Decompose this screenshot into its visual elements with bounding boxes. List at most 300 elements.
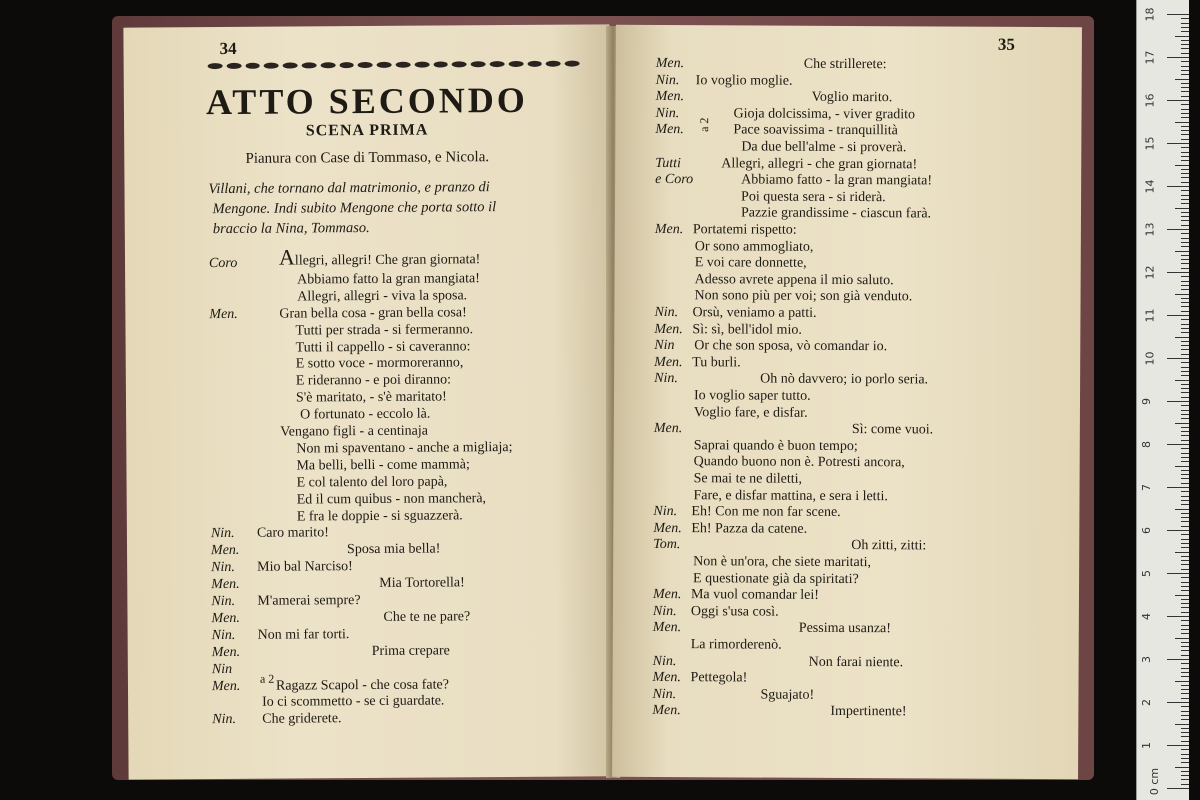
verse-line: Or sono ammogliato, <box>694 238 814 255</box>
ruler-tick <box>1181 410 1189 411</box>
ruler-tick <box>1181 556 1189 557</box>
ruler-tick <box>1175 466 1189 467</box>
scene-title: SCENA PRIMA <box>305 121 429 140</box>
ruler-tick <box>1181 646 1189 647</box>
ruler-tick <box>1181 285 1189 286</box>
ruler-tick <box>1167 659 1189 660</box>
ruler-number: 8 <box>1140 441 1153 448</box>
speaker-label: Men. <box>655 55 685 72</box>
speaker-label: Men. <box>211 610 240 626</box>
verse-line: Prima crepare <box>371 643 450 659</box>
ruler-tick <box>1181 371 1189 372</box>
ruler-tick <box>1167 401 1189 402</box>
ruler-number: 17 <box>1143 50 1157 65</box>
ruler-tick <box>1181 332 1189 333</box>
verse-line: E fra le doppie - si sguazzerà. <box>296 507 463 525</box>
ruler-tick <box>1181 216 1189 217</box>
ruler-number: 5 <box>1140 570 1153 577</box>
ruler-tick <box>1181 61 1189 62</box>
ruler-tick <box>1181 311 1189 312</box>
ruler-number: 16 <box>1143 93 1157 108</box>
ruler-tick <box>1167 616 1189 617</box>
ruler-tick <box>1181 435 1189 436</box>
ruler-tick <box>1167 745 1189 746</box>
ruler-tick <box>1181 534 1189 535</box>
ruler-tick <box>1181 564 1189 565</box>
speaker-label: Nin. <box>211 627 236 643</box>
ruler-tick <box>1181 405 1189 406</box>
ruler-tick <box>1181 173 1189 174</box>
speaker-label: Coro <box>208 255 238 272</box>
ruler-tick <box>1181 517 1189 518</box>
ruler-tick <box>1181 259 1189 260</box>
ruler-tick <box>1181 83 1189 84</box>
ruler-tick <box>1181 70 1189 71</box>
ruler-tick <box>1181 384 1189 385</box>
ruler-tick <box>1181 190 1189 191</box>
verse-line: La rimorderenò. <box>690 637 782 653</box>
ruler-tick <box>1181 504 1189 505</box>
ruler-tick <box>1181 453 1189 454</box>
verse-line: E questionate già da spiritati? <box>693 570 859 587</box>
ruler-tick <box>1167 530 1189 531</box>
ruler-tick <box>1181 685 1189 686</box>
ruler-tick <box>1181 255 1189 256</box>
verse-line: Ed il cum quibus - non mancherà, <box>296 490 487 508</box>
verse-line: Non mi spaventano - anche a migliaja; <box>296 439 513 457</box>
ruler-tick <box>1181 375 1189 376</box>
verse-line: E col talento del loro papà, <box>296 474 448 491</box>
ruler-tick <box>1181 771 1189 772</box>
ruler-tick <box>1181 225 1189 226</box>
ruler-tick <box>1167 100 1189 101</box>
speaker-label: Nin. <box>210 526 235 542</box>
verse-line: O fortunato - eccolo là. <box>300 406 431 423</box>
ruler-tick <box>1181 182 1189 183</box>
ruler-number: 14 <box>1143 179 1157 194</box>
ruler-tick <box>1181 758 1189 759</box>
verse-line: E sotto voce - mormoreranno, <box>295 355 464 372</box>
ruler-tick <box>1181 693 1189 694</box>
ruler-tick <box>1181 139 1189 140</box>
ruler-tick <box>1181 612 1189 613</box>
speaker-label: Nin. <box>655 72 680 88</box>
ruler-tick <box>1181 483 1189 484</box>
ruler-tick <box>1181 440 1189 441</box>
speaker-label: Men. <box>652 670 681 686</box>
ruler-tick <box>1181 23 1189 24</box>
ruler-tick <box>1181 160 1189 161</box>
verse-line: Tutti per strada - si fermeranno. <box>295 321 474 339</box>
verse-line: Sposa mia bella! <box>346 541 441 558</box>
ruler-tick <box>1181 642 1189 643</box>
ruler-tick <box>1181 40 1189 41</box>
speaker-label: Men. <box>209 306 238 322</box>
ruler-tick <box>1181 736 1189 737</box>
speaker-label: Men. <box>652 703 681 719</box>
ruler-tick <box>1181 238 1189 239</box>
verse-line: Eh! Pazza da catene. <box>691 520 808 537</box>
ruler-tick <box>1181 152 1189 153</box>
speaker-label: e Coro <box>655 172 694 188</box>
speaker-label: Nin. <box>654 304 679 321</box>
speaker-label: Nin. <box>211 560 235 576</box>
a2-marker: a 2 <box>697 117 712 132</box>
ruler-tick <box>1181 220 1189 221</box>
verse-line: Allegri, allegri! Che gran giornata! <box>278 244 481 270</box>
ruler-number: 11 <box>1143 308 1157 323</box>
ruler-tick <box>1181 586 1189 587</box>
verse-line: E voi care donnette, <box>694 255 807 271</box>
verse-line: Pazzie grandissime - ciascun farà. <box>740 205 932 222</box>
ruler-tick <box>1181 319 1189 320</box>
ruler-tick <box>1181 706 1189 707</box>
ruler-tick <box>1181 547 1189 548</box>
ruler-tick <box>1181 543 1189 544</box>
verse-line: Poi questa sera - si riderà. <box>741 189 886 205</box>
ruler-tick <box>1181 577 1189 578</box>
ruler-tick <box>1181 349 1189 350</box>
ruler-tick <box>1181 212 1189 213</box>
ruler-tick <box>1181 625 1189 626</box>
ruler-tick <box>1175 337 1189 338</box>
ruler-tick <box>1181 169 1189 170</box>
ruler-tick <box>1181 341 1189 342</box>
ruler-tick <box>1167 573 1189 574</box>
ruler-tick <box>1175 767 1189 768</box>
ruler-tick <box>1175 122 1189 123</box>
verse-line: Che griderete. <box>262 711 342 728</box>
verse-line: Voglio fare, e disfar. <box>693 404 808 421</box>
stage-direction <box>208 176 588 239</box>
verse-line: Sì: sì, bell'idol mio. <box>692 321 802 338</box>
ruler-tick <box>1181 607 1189 608</box>
ruler-tick <box>1181 109 1189 110</box>
ruler-tick <box>1181 427 1189 428</box>
verse-line: Io ci scommetto - se ci guardate. <box>262 693 445 711</box>
verse-line: Adesso avrete appena il mio saluto. <box>694 271 894 289</box>
speaker-label: Men. <box>652 620 682 636</box>
ruler-tick <box>1181 513 1189 514</box>
verse-line: Allegri, allegri - viva la sposa. <box>297 288 468 305</box>
verse-line: Quando buono non è. Potresti ancora, <box>693 454 905 471</box>
ruler-tick <box>1181 620 1189 621</box>
verse-line: Non sono più per voi; son già venduto. <box>694 288 913 305</box>
ruler-number: 15 <box>1143 136 1157 151</box>
speaker-label: Men. <box>211 577 240 593</box>
ruler-tick <box>1181 48 1189 49</box>
ruler-tick <box>1181 762 1189 763</box>
ruler-tick <box>1181 113 1189 114</box>
verse-line: Da due bell'alme - si proverà. <box>741 139 907 156</box>
speaker-label: Men. <box>653 421 683 437</box>
ruler-tick <box>1181 775 1189 776</box>
speaker-label: Men. <box>654 321 683 337</box>
ruler-tick <box>1175 638 1189 639</box>
ruler-tick <box>1175 36 1189 37</box>
ruler-tick <box>1181 470 1189 471</box>
verse-line: M'amerai sempre? <box>257 593 361 609</box>
ruler-tick <box>1167 229 1189 230</box>
stage-line: braccio la Nina, Tommaso. <box>212 219 370 238</box>
ruler-tick <box>1181 491 1189 492</box>
ruler-tick <box>1175 79 1189 80</box>
speaker-label: Nin <box>211 661 233 677</box>
ruler-tick <box>1167 444 1189 445</box>
verse-line: Oggi s'usa così. <box>690 603 779 620</box>
ruler-tick <box>1181 242 1189 243</box>
ruler-tick <box>1181 53 1189 54</box>
ruler-tick <box>1181 569 1189 570</box>
ruler-number: 3 <box>1140 656 1153 663</box>
act-title: ATTO SECONDO <box>205 79 528 123</box>
ruler-tick <box>1181 156 1189 157</box>
ruler-number: 6 <box>1140 527 1153 534</box>
speaker-label: Nin <box>654 338 675 354</box>
ruler-tick <box>1181 177 1189 178</box>
ruler-tick <box>1167 57 1189 58</box>
verse-line: E rideranno - e poi diranno: <box>295 372 452 389</box>
ruler-tick <box>1181 689 1189 690</box>
verse-line: Voglio marito. <box>811 89 893 106</box>
ruler-tick <box>1181 104 1189 105</box>
verse-line: Tutti il cappello - si caveranno: <box>295 338 471 356</box>
ruler-tick <box>1181 367 1189 368</box>
ruler-tick <box>1181 749 1189 750</box>
ruler-tick <box>1181 203 1189 204</box>
speaker-label: Men. <box>654 354 683 370</box>
ruler-number: 10 <box>1143 351 1157 366</box>
ruler-tick <box>1181 779 1189 780</box>
verse-line: Saprai quando è buon tempo; <box>693 437 858 454</box>
verse-line: Ma vuol comandar lei! <box>690 587 819 604</box>
verse-line: Abbiamo fatto la gran mangiata! <box>297 271 480 288</box>
ruler-tick <box>1181 388 1189 389</box>
ruler-tick <box>1181 672 1189 673</box>
setting: Pianura con Case di Tommaso, e Nicola. <box>245 149 490 167</box>
ruler-tick <box>1181 268 1189 269</box>
ruler-tick <box>1181 521 1189 522</box>
ruler-tick <box>1181 246 1189 247</box>
ruler-tick <box>1181 126 1189 127</box>
verse-line: Non è un'ora, che siete maritati, <box>693 554 872 571</box>
speaker-label: Nin. <box>652 653 677 669</box>
verse-line: Orsù, veniamo a patti. <box>692 305 817 321</box>
ruler-tick <box>1181 147 1189 148</box>
ruler-tick <box>1181 539 1189 540</box>
verse-line: Pessima usanza! <box>798 621 892 637</box>
speaker-label: Nin. <box>652 686 677 702</box>
verse-line: Tu burli. <box>692 354 741 371</box>
ruler-tick <box>1181 199 1189 200</box>
speaker-label: Nin. <box>655 105 680 121</box>
ruler-tick <box>1181 715 1189 716</box>
ruler-tick <box>1181 500 1189 501</box>
page-number: 34 <box>219 38 237 59</box>
verse-line: Allegri, allegri - che gran giornata! <box>721 155 918 172</box>
ruler-tick <box>1181 655 1189 656</box>
ruler-tick <box>1181 560 1189 561</box>
ruler-tick <box>1175 552 1189 553</box>
verse-line: Impertinente! <box>830 704 907 720</box>
verse-line: S'è maritato, - s'è maritato! <box>295 389 447 406</box>
ruler-tick <box>1175 509 1189 510</box>
ruler-tick <box>1181 397 1189 398</box>
speaker-label: Men. <box>653 520 682 536</box>
ruler-tick <box>1175 380 1189 381</box>
ruler-tick <box>1175 724 1189 725</box>
speaker-label: Men. <box>210 543 240 559</box>
ruler-number: 12 <box>1143 265 1157 280</box>
ruler-tick <box>1181 784 1189 785</box>
ruler-tick <box>1181 431 1189 432</box>
ruler-tick <box>1181 281 1189 282</box>
speaker-label: Nin. <box>653 504 678 520</box>
right-page <box>612 25 1082 779</box>
ruler-tick <box>1181 289 1189 290</box>
verse-line: Io voglio moglie. <box>695 72 793 89</box>
verse-line: Gran bella cosa - gran bella cosa! <box>279 305 467 322</box>
ruler-tick <box>1181 392 1189 393</box>
ruler-tick <box>1175 251 1189 252</box>
ornament-rule <box>208 59 580 72</box>
ruler-tick <box>1181 324 1189 325</box>
verse-line: Non mi far torti. <box>257 626 350 643</box>
ruler-tick <box>1181 676 1189 677</box>
speaker-label: Nin. <box>654 371 678 387</box>
ruler-tick <box>1181 478 1189 479</box>
ruler-tick <box>1181 31 1189 32</box>
verse-line: Mia Tortorella! <box>379 575 465 592</box>
ruler-tick <box>1167 702 1189 703</box>
speaker-label: Tutti <box>655 155 681 171</box>
left-page <box>123 24 614 779</box>
ruler-tick <box>1181 448 1189 449</box>
verse-line: Gioja dolcissima, - viver gradito <box>733 106 916 123</box>
verse-line: Mio bal Narciso! <box>257 559 353 575</box>
verse-line: Fare, e disfar mattina, e sera i letti. <box>693 487 888 504</box>
speaker-label: Men. <box>654 221 684 238</box>
verse-line: Che strillerete: <box>803 56 887 73</box>
ruler-tick <box>1181 754 1189 755</box>
ruler-tick <box>1175 165 1189 166</box>
verse-line: Oh nò davvero; io porlo seria. <box>760 371 929 388</box>
stage-line: Villani, che tornano dal matrimonio, e pranzo di <box>208 179 490 198</box>
ruler-tick <box>1181 496 1189 497</box>
speaker-label: Men. <box>655 122 684 138</box>
ruler-tick <box>1181 306 1189 307</box>
ruler-tick <box>1167 487 1189 488</box>
ruler-tick <box>1181 633 1189 634</box>
ruler-tick <box>1181 668 1189 669</box>
verse-line: Portatemi rispetto: <box>692 222 797 238</box>
ruler-tick <box>1167 272 1189 273</box>
ruler-tick <box>1181 599 1189 600</box>
ruler-tick <box>1181 195 1189 196</box>
ruler-tick <box>1175 294 1189 295</box>
ruler-tick <box>1181 91 1189 92</box>
ruler-tick <box>1181 74 1189 75</box>
ruler-tick <box>1175 681 1189 682</box>
ruler-tick <box>1181 44 1189 45</box>
ruler-tick <box>1181 590 1189 591</box>
ruler-tick <box>1181 345 1189 346</box>
ruler-tick <box>1181 741 1189 742</box>
ruler-tick <box>1181 582 1189 583</box>
ruler-number: 18 <box>1143 7 1157 22</box>
speaker-label: Men. <box>211 644 241 660</box>
verse-line: Or che son sposa, vò comandar io. <box>694 338 888 355</box>
verse-line: Io voglio saper tutto. <box>693 388 811 404</box>
ruler-tick <box>1167 186 1189 187</box>
speaker-label: Men. <box>655 89 685 105</box>
ruler-tick <box>1181 18 1189 19</box>
ruler-number: 2 <box>1140 699 1153 706</box>
ruler-tick <box>1181 629 1189 630</box>
ruler-tick <box>1181 263 1189 264</box>
ruler-tick <box>1181 354 1189 355</box>
ruler-tick <box>1181 732 1189 733</box>
ruler-tick <box>1181 328 1189 329</box>
ruler-tick <box>1181 719 1189 720</box>
ruler-tick <box>1181 66 1189 67</box>
ruler-tick <box>1167 315 1189 316</box>
speaker-label: Men. <box>211 678 241 694</box>
ruler-tick <box>1181 276 1189 277</box>
stage-line: Mengone. Indi subito Mengone che porta sotto il <box>212 199 497 218</box>
ruler-tick <box>1181 96 1189 97</box>
ruler-tick <box>1181 233 1189 234</box>
verse-line: Abbiamo fatto - la gran mangiata! <box>741 172 933 189</box>
ruler-tick <box>1181 302 1189 303</box>
ruler-number: 7 <box>1140 484 1153 491</box>
a2-marker: a 2 <box>259 671 275 686</box>
ruler-tick <box>1181 134 1189 135</box>
ruler-number: 4 <box>1140 613 1153 620</box>
page-number: 35 <box>997 34 1015 54</box>
ruler-unit: 0 cm <box>1148 767 1162 796</box>
ruler-tick <box>1167 14 1189 15</box>
ruler-number: 1 <box>1140 742 1153 749</box>
ruler-tick <box>1181 117 1189 118</box>
ruler-tick <box>1181 650 1189 651</box>
ruler-tick <box>1181 698 1189 699</box>
ruler-tick <box>1175 423 1189 424</box>
verse-line: Oh zitti, zitti: <box>851 538 927 554</box>
ruler-tick <box>1181 87 1189 88</box>
ruler-tick <box>1181 461 1189 462</box>
ruler-tick <box>1181 474 1189 475</box>
ruler-tick <box>1167 358 1189 359</box>
verse-line: Pace soavissima - tranquillità <box>733 122 898 139</box>
ruler-tick <box>1175 208 1189 209</box>
ruler-tick <box>1181 603 1189 604</box>
verse-line: Ragazz Scapol - che cosa fate? <box>275 676 449 694</box>
speaker-label: Men. <box>652 587 682 603</box>
ruler-tick <box>1181 526 1189 527</box>
verse-line: Ma belli, belli - come mammà; <box>296 457 470 474</box>
ruler-tick <box>1167 143 1189 144</box>
ruler-tick <box>1181 711 1189 712</box>
ruler-tick <box>1181 457 1189 458</box>
verse-line: Sì: come vuoi. <box>851 422 934 438</box>
ruler-tick <box>1167 788 1189 789</box>
verse-line: Caro marito! <box>256 525 329 542</box>
speaker-label: Tom. <box>653 537 681 553</box>
ruler-number: 9 <box>1140 398 1153 405</box>
ruler-tick <box>1181 130 1189 131</box>
ruler-tick <box>1181 414 1189 415</box>
